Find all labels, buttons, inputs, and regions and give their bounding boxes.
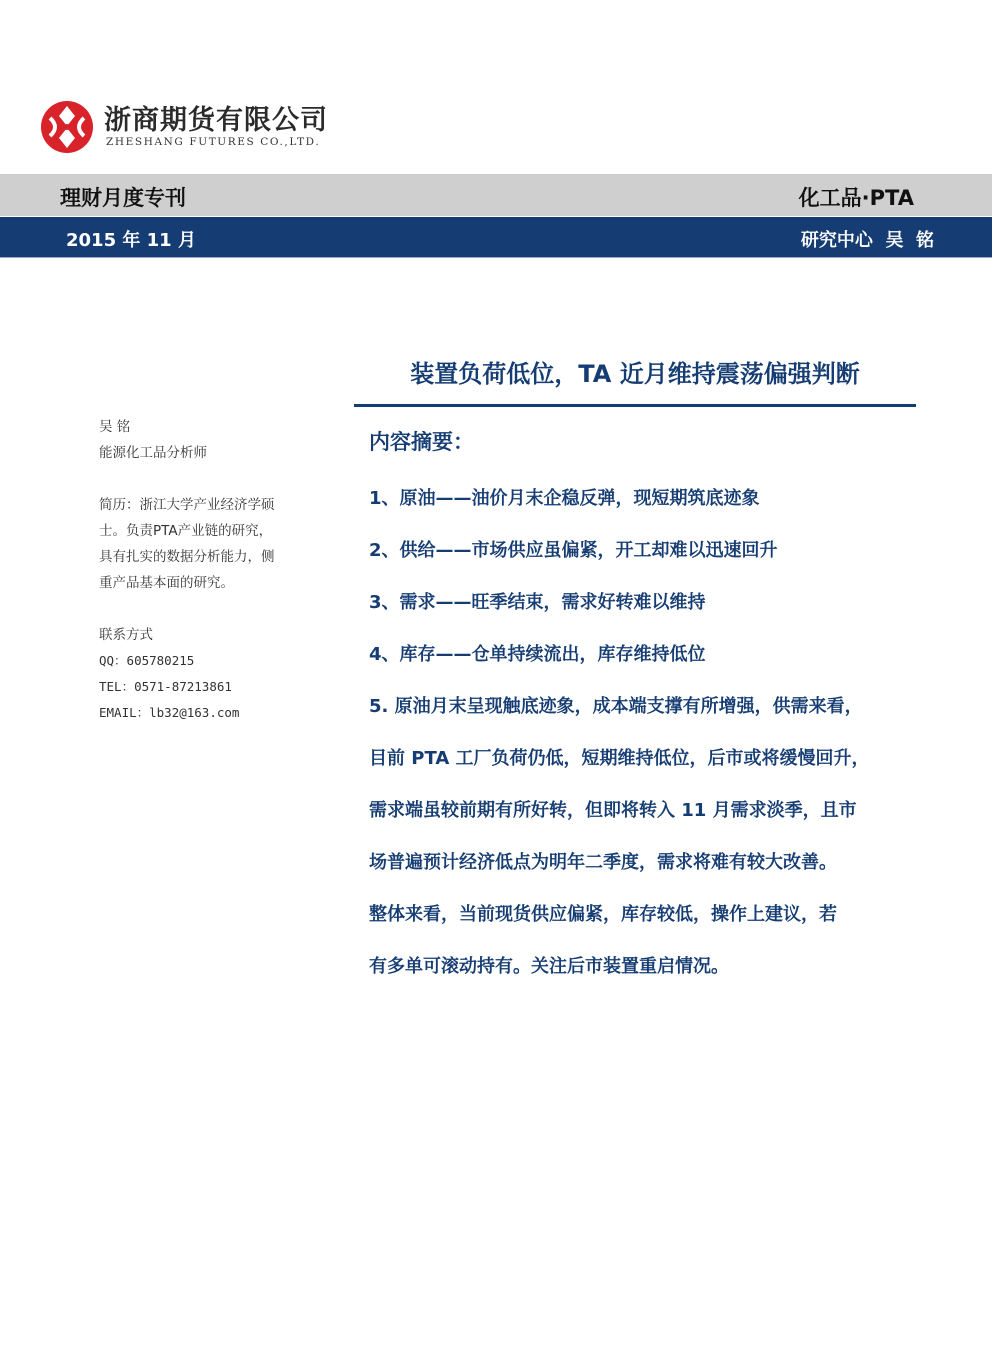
summary-paragraph-line: 目前 PTA 工厂负荷仍低，短期维持低位，后市或将缓慢回升， bbox=[369, 748, 870, 769]
report-title: 装置负荷低位，TA 近月维持震荡偏强判断 bbox=[410, 360, 860, 388]
author-line: 研究中心 吴 铭 bbox=[800, 230, 934, 251]
spacer bbox=[99, 596, 309, 622]
spacer bbox=[99, 466, 309, 492]
bio-line: 士。负责PTA产业链的研究， bbox=[99, 523, 273, 539]
summary-paragraph-line: 5. 原油月末呈现触底迹象，成本端支撑有所增强，供需来看， bbox=[369, 696, 863, 717]
summary-heading: 内容摘要： bbox=[369, 430, 474, 454]
analyst-name: 吴 铭 bbox=[99, 419, 131, 435]
summary-paragraph-line: 场普遍预计经济低点为明年二季度，需求将难有较大改善。 bbox=[369, 852, 837, 873]
company-name-cn: 浙商期货有限公司 bbox=[104, 105, 328, 136]
contact-qq: QQ：605780215 bbox=[99, 653, 195, 668]
contact-title: 联系方式 bbox=[99, 627, 153, 643]
contact-email[interactable]: EMAIL：lb32@163.com bbox=[99, 705, 240, 720]
summary-paragraph-line: 需求端虽较前期有所好转，但即将转入 11 月需求淡季，且市 bbox=[369, 800, 857, 821]
summary-section bbox=[369, 426, 929, 993]
summary-paragraph-line: 有多单可滚动持有。关注后市装置重启情况。 bbox=[369, 956, 729, 977]
title-divider bbox=[354, 404, 916, 407]
bio-line: 简历：浙江大学产业经济学硕 bbox=[99, 497, 275, 513]
bio-line: 具有扎实的数据分析能力，侧 bbox=[99, 549, 275, 565]
publication-date: 2015 年 11 月 bbox=[66, 230, 196, 251]
summary-point: 2、供给——市场供应虽偏紧，开工却难以迅速回升 bbox=[369, 540, 778, 561]
header-category-bar bbox=[0, 174, 992, 216]
summary-point: 4、库存——仓单持续流出，库存维持低位 bbox=[369, 644, 706, 665]
summary-point: 1、原油——油价月末企稳反弹，现短期筑底迹象 bbox=[369, 488, 760, 509]
analyst-sidebar bbox=[99, 414, 309, 726]
summary-points bbox=[369, 473, 929, 993]
summary-point: 3、需求——旺季结束，需求好转难以维持 bbox=[369, 592, 706, 613]
summary-paragraph-line: 整体来看，当前现货供应偏紧，库存较低，操作上建议，若 bbox=[369, 904, 837, 925]
company-name-en: ZHESHANG FUTURES CO.,LTD. bbox=[106, 136, 321, 148]
header-date-bar bbox=[0, 217, 992, 258]
publication-category: 理财月度专刊 bbox=[60, 186, 186, 210]
product-label: 化工品·PTA bbox=[798, 186, 914, 210]
bio-line: 重产品基本面的研究。 bbox=[99, 575, 234, 591]
analyst-role: 能源化工品分析师 bbox=[99, 445, 207, 461]
contact-tel: TEL：0571-87213861 bbox=[99, 679, 232, 694]
logo-mark-icon bbox=[40, 100, 94, 154]
